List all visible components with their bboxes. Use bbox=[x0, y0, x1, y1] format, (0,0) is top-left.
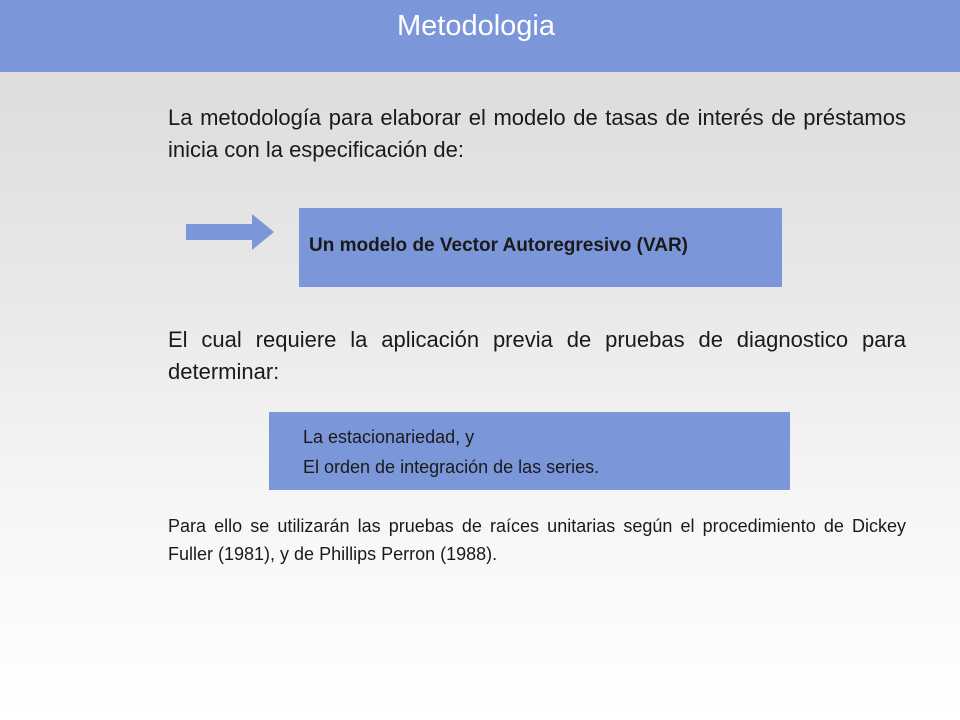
list-item: El orden de integración de las series. bbox=[303, 457, 600, 477]
diagnostics-list-box bbox=[269, 412, 790, 490]
list-item: La estacionariedad, y bbox=[303, 427, 475, 447]
right-arrow-icon bbox=[186, 212, 274, 252]
intro-paragraph: La metodología para elaborar el modelo de tasas de interés de préstamos inicia con la especificación de: bbox=[168, 105, 906, 162]
header-bar bbox=[0, 0, 960, 72]
diagnostics-paragraph: El cual requiere la aplicación previa de pruebas de diagnostico para determinar: bbox=[168, 327, 906, 384]
page-title: Metodologia bbox=[397, 10, 555, 42]
model-box bbox=[299, 208, 782, 287]
tests-paragraph: Para ello se utilizarán las pruebas de raíces unitarias según el procedimiento de Dickey Fuller (1981), y de Phillips Perron (1988). bbox=[168, 516, 922, 564]
model-label: Un modelo de Vector Autoregresivo (VAR) bbox=[309, 235, 688, 256]
